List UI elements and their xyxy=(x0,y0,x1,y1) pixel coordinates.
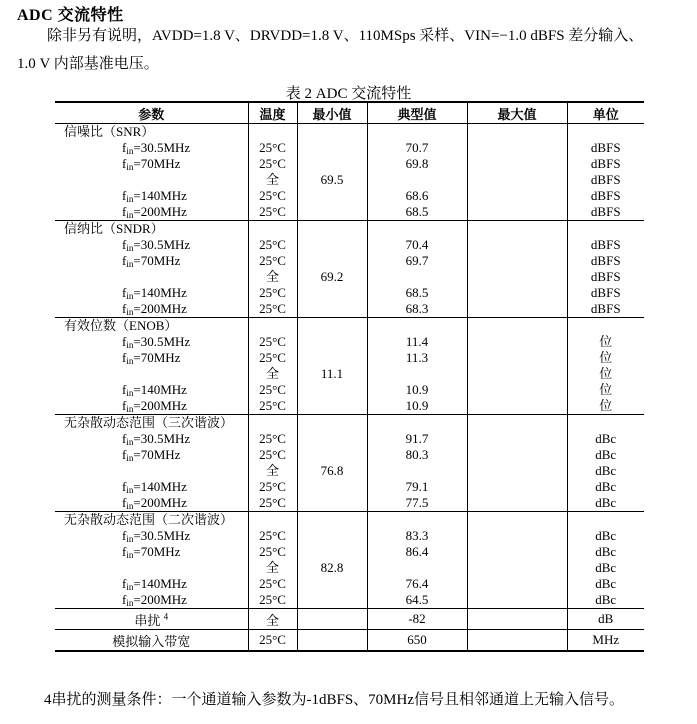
unit-value: dBFS xyxy=(590,140,621,155)
temp-value: 25°C xyxy=(259,334,286,349)
temp-value: 25°C xyxy=(259,592,286,607)
temp-value: 25°C xyxy=(259,156,286,171)
temp-value: 全 xyxy=(265,560,279,575)
min-blank xyxy=(298,140,367,156)
temp-spacer xyxy=(249,221,297,237)
temp-value: 25°C xyxy=(259,204,286,219)
freq-subscript: in xyxy=(126,194,134,204)
unit-cell xyxy=(567,512,644,609)
unit-value: dBFS xyxy=(590,237,621,252)
freq-symbol: f xyxy=(122,576,127,591)
temp-cell xyxy=(248,221,297,318)
typ-value xyxy=(368,560,467,576)
temp-value: 25°C xyxy=(259,544,286,559)
crosstalk-typ: -82 xyxy=(367,609,467,630)
unit-value: 位 xyxy=(599,382,613,397)
unit-spacer xyxy=(568,124,645,140)
freq-value: =140MHz xyxy=(133,285,187,300)
freq-symbol: f xyxy=(122,544,127,559)
freq-label xyxy=(55,463,248,479)
typ-spacer xyxy=(368,512,467,528)
intro-line-1: 除非另有说明，AVDD=1.8 V、DRVDD=1.8 V、110MSps 采样、VIN=−1.0 dBFS 差分输入、 xyxy=(47,28,644,44)
temp-value: 全 xyxy=(265,463,279,478)
typ-cell xyxy=(367,318,467,415)
table-row-crosstalk xyxy=(55,609,644,630)
freq-label xyxy=(55,301,248,317)
typ-cell xyxy=(367,221,467,318)
freq-label xyxy=(55,204,248,220)
unit-value: dBc xyxy=(595,544,617,559)
table-row-group xyxy=(55,124,644,221)
typ-cell xyxy=(367,124,467,221)
freq-subscript: in xyxy=(126,307,134,317)
freq-subscript: in xyxy=(126,485,134,495)
min-blank xyxy=(298,253,367,269)
freq-subscript: in xyxy=(126,534,134,544)
freq-value: =30.5MHz xyxy=(133,334,191,349)
min-blank xyxy=(298,495,367,511)
table-body xyxy=(55,124,644,652)
temp-value: 25°C xyxy=(259,431,286,446)
temp-value: 25°C xyxy=(259,253,286,268)
freq-symbol: f xyxy=(122,479,127,494)
crosstalk-unit: dB xyxy=(567,609,644,630)
typ-value: 10.9 xyxy=(405,382,429,397)
temp-spacer xyxy=(249,124,297,140)
bandwidth-typ: 650 xyxy=(367,630,467,652)
section-heading: ADC 交流特性 xyxy=(17,7,124,24)
group-title: 无杂散动态范围（二次谐波） xyxy=(64,512,234,527)
crosstalk-max xyxy=(467,609,567,630)
freq-subscript: in xyxy=(126,259,134,269)
intro-line-2: 1.0 V 内部基准电压。 xyxy=(17,56,159,72)
typ-cell xyxy=(367,512,467,609)
freq-label xyxy=(55,172,248,188)
header-param: 参数 xyxy=(55,102,248,124)
param-cell xyxy=(55,415,248,512)
header-unit: 单位 xyxy=(567,102,644,124)
freq-subscript: in xyxy=(126,210,134,220)
min-spacer xyxy=(298,512,367,528)
freq-label xyxy=(55,431,248,447)
min-spacer xyxy=(298,318,367,334)
table-row-group xyxy=(55,415,644,512)
typ-value: 77.5 xyxy=(405,495,429,510)
freq-symbol: f xyxy=(122,528,127,543)
min-blank xyxy=(298,382,367,398)
freq-subscript: in xyxy=(126,162,134,172)
min-blank xyxy=(298,350,367,366)
temp-cell xyxy=(248,512,297,609)
temp-value: 25°C xyxy=(259,479,286,494)
freq-label xyxy=(55,140,248,156)
bandwidth-max xyxy=(467,630,567,652)
freq-label xyxy=(55,495,248,511)
freq-symbol: f xyxy=(122,495,127,510)
freq-subscript: in xyxy=(126,501,134,511)
freq-symbol: f xyxy=(122,431,127,446)
freq-value: =140MHz xyxy=(133,479,187,494)
unit-cell xyxy=(567,124,644,221)
typ-value: 68.3 xyxy=(405,301,429,316)
freq-label xyxy=(55,592,248,608)
typ-value: 11.3 xyxy=(405,350,429,365)
freq-label xyxy=(55,269,248,285)
table-row-group xyxy=(55,221,644,318)
unit-value: dBc xyxy=(595,479,617,494)
freq-label xyxy=(55,285,248,301)
temp-value: 全 xyxy=(265,172,279,187)
freq-symbol: f xyxy=(122,398,127,413)
temp-spacer xyxy=(249,318,297,334)
freq-subscript: in xyxy=(126,404,134,414)
unit-value: 位 xyxy=(599,350,613,365)
freq-label xyxy=(55,576,248,592)
min-cell xyxy=(297,318,367,415)
freq-label xyxy=(55,366,248,382)
typ-value: 91.7 xyxy=(405,431,429,446)
typ-value: 64.5 xyxy=(405,592,429,607)
min-cell xyxy=(297,221,367,318)
table-row-group xyxy=(55,318,644,415)
typ-value xyxy=(368,463,467,479)
typ-spacer xyxy=(368,415,467,431)
freq-label xyxy=(55,560,248,576)
max-cell xyxy=(467,318,567,415)
table-row-group xyxy=(55,512,644,609)
unit-value: dBFS xyxy=(590,204,621,219)
temp-value: 25°C xyxy=(259,528,286,543)
temp-value: 25°C xyxy=(259,398,286,413)
unit-spacer xyxy=(568,415,645,431)
header-max: 最大值 xyxy=(467,102,567,124)
param-cell xyxy=(55,512,248,609)
unit-value: 位 xyxy=(599,334,613,349)
temp-cell xyxy=(248,318,297,415)
freq-symbol: f xyxy=(122,253,127,268)
min-blank xyxy=(298,334,367,350)
crosstalk-param: 串扰 $^4$ xyxy=(55,609,248,630)
min-blank xyxy=(298,301,367,317)
unit-value: dBFS xyxy=(590,172,621,187)
freq-symbol: f xyxy=(122,301,127,316)
unit-value: 位 xyxy=(599,398,613,413)
footnote: 4串扰的测量条件：一个通道输入参数为-1dBFS、70MHz信号且相邻通道上无输入信号。 xyxy=(44,692,625,708)
unit-value: dBFS xyxy=(590,285,621,300)
freq-value: =30.5MHz xyxy=(133,528,191,543)
temp-value: 全 xyxy=(265,269,279,284)
typ-value: 11.4 xyxy=(405,334,429,349)
max-cell xyxy=(467,415,567,512)
min-value: 76.8 xyxy=(320,463,344,478)
freq-label xyxy=(55,334,248,350)
freq-label xyxy=(55,188,248,204)
temp-cell xyxy=(248,124,297,221)
unit-value: dBc xyxy=(595,592,617,607)
min-blank xyxy=(298,592,367,608)
freq-label xyxy=(55,447,248,463)
freq-subscript: in xyxy=(126,388,134,398)
min-value: 69.5 xyxy=(320,172,344,187)
table-caption: 表 2 ADC 交流特性 xyxy=(285,86,412,102)
param-cell xyxy=(55,124,248,221)
typ-value xyxy=(368,366,467,382)
unit-value: dBFS xyxy=(590,269,621,284)
min-blank xyxy=(298,237,367,253)
typ-value: 69.7 xyxy=(405,253,429,268)
freq-label xyxy=(55,528,248,544)
freq-symbol: f xyxy=(122,204,127,219)
min-cell xyxy=(297,124,367,221)
crosstalk-temp: 全 xyxy=(248,609,297,630)
freq-symbol: f xyxy=(122,334,127,349)
freq-symbol: f xyxy=(122,592,127,607)
freq-label xyxy=(55,382,248,398)
freq-value: =70MHz xyxy=(133,350,181,365)
typ-value: 68.5 xyxy=(405,204,429,219)
min-spacer xyxy=(298,124,367,140)
min-blank xyxy=(298,544,367,560)
footnote-ref: 4 xyxy=(163,611,169,622)
temp-value: 25°C xyxy=(259,447,286,462)
min-blank xyxy=(298,398,367,414)
max-cell xyxy=(467,221,567,318)
freq-symbol: f xyxy=(122,140,127,155)
freq-value: =140MHz xyxy=(133,382,187,397)
freq-symbol: f xyxy=(122,350,127,365)
min-blank xyxy=(298,156,367,172)
freq-value: =200MHz xyxy=(133,592,187,607)
typ-value: 68.5 xyxy=(405,285,429,300)
freq-label xyxy=(55,237,248,253)
freq-symbol: f xyxy=(122,188,127,203)
min-blank xyxy=(298,447,367,463)
unit-value: dBFS xyxy=(590,156,621,171)
typ-value xyxy=(368,269,467,285)
freq-subscript: in xyxy=(126,453,134,463)
freq-label xyxy=(55,544,248,560)
typ-spacer xyxy=(368,124,467,140)
unit-cell xyxy=(567,415,644,512)
freq-label xyxy=(55,156,248,172)
freq-value: =200MHz xyxy=(133,204,187,219)
min-blank xyxy=(298,285,367,301)
min-blank xyxy=(298,528,367,544)
param-cell xyxy=(55,221,248,318)
freq-value: =70MHz xyxy=(133,156,181,171)
table-row-bandwidth xyxy=(55,630,644,652)
freq-value: =200MHz xyxy=(133,398,187,413)
min-blank xyxy=(298,479,367,495)
min-spacer xyxy=(298,221,367,237)
header-min: 最小值 xyxy=(297,102,367,124)
bandwidth-unit: MHz xyxy=(567,630,644,652)
header-temp: 温度 xyxy=(248,102,297,124)
unit-spacer xyxy=(568,512,645,528)
freq-value: =200MHz xyxy=(133,301,187,316)
min-value: 69.2 xyxy=(320,269,344,284)
min-cell xyxy=(297,512,367,609)
freq-symbol: f xyxy=(122,447,127,462)
freq-symbol: f xyxy=(122,156,127,171)
bandwidth-param: 模拟输入带宽 xyxy=(55,630,248,652)
freq-subscript: in xyxy=(126,146,134,156)
unit-value: dBc xyxy=(595,495,617,510)
temp-value: 全 xyxy=(265,366,279,381)
max-cell xyxy=(467,512,567,609)
typ-value: 10.9 xyxy=(405,398,429,413)
unit-value: dBc xyxy=(595,528,617,543)
freq-label xyxy=(55,350,248,366)
intro-paragraph xyxy=(17,22,687,78)
min-blank xyxy=(298,188,367,204)
freq-label xyxy=(55,253,248,269)
freq-symbol: f xyxy=(122,237,127,252)
freq-subscript: in xyxy=(126,356,134,366)
temp-value: 25°C xyxy=(259,576,286,591)
table-header-row xyxy=(55,102,644,124)
unit-spacer xyxy=(568,221,645,237)
max-cell xyxy=(467,124,567,221)
typ-value: 69.8 xyxy=(405,156,429,171)
bandwidth-min xyxy=(297,630,367,652)
temp-value: 25°C xyxy=(259,140,286,155)
min-blank xyxy=(298,431,367,447)
freq-subscript: in xyxy=(126,598,134,608)
typ-spacer xyxy=(368,318,467,334)
typ-value: 76.4 xyxy=(405,576,429,591)
unit-value: dBc xyxy=(595,576,617,591)
freq-label xyxy=(55,398,248,414)
unit-value: dBc xyxy=(595,431,617,446)
temp-value: 25°C xyxy=(259,495,286,510)
min-value: 11.1 xyxy=(320,366,344,381)
freq-value: =140MHz xyxy=(133,188,187,203)
unit-value: dBc xyxy=(595,463,617,478)
unit-value: dBc xyxy=(595,560,617,575)
freq-value: =200MHz xyxy=(133,495,187,510)
freq-value: =30.5MHz xyxy=(133,431,191,446)
typ-value: 70.7 xyxy=(405,140,429,155)
typ-value: 80.3 xyxy=(405,447,429,462)
min-spacer xyxy=(298,415,367,431)
bandwidth-temp: 25°C xyxy=(248,630,297,652)
min-blank xyxy=(298,576,367,592)
min-cell xyxy=(297,415,367,512)
freq-value: =140MHz xyxy=(133,576,187,591)
temp-value: 25°C xyxy=(259,188,286,203)
freq-subscript: in xyxy=(126,437,134,447)
freq-value: =70MHz xyxy=(133,544,181,559)
freq-label xyxy=(55,479,248,495)
unit-value: dBFS xyxy=(590,301,621,316)
typ-value xyxy=(368,172,467,188)
temp-value: 25°C xyxy=(259,285,286,300)
temp-value: 25°C xyxy=(259,237,286,252)
typ-value: 83.3 xyxy=(405,528,429,543)
group-title: 无杂散动态范围（三次谐波） xyxy=(64,415,234,430)
unit-cell xyxy=(567,221,644,318)
unit-cell xyxy=(567,318,644,415)
temp-value: 25°C xyxy=(259,350,286,365)
typ-value: 86.4 xyxy=(405,544,429,559)
unit-value: dBFS xyxy=(590,188,621,203)
typ-value: 68.6 xyxy=(405,188,429,203)
freq-subscript: in xyxy=(126,582,134,592)
param-cell xyxy=(55,318,248,415)
adc-ac-spec-table xyxy=(55,101,644,652)
typ-value: 79.1 xyxy=(405,479,429,494)
crosstalk-min xyxy=(297,609,367,630)
typ-spacer xyxy=(368,221,467,237)
unit-value: 位 xyxy=(599,366,613,381)
temp-cell xyxy=(248,415,297,512)
temp-value: 25°C xyxy=(259,382,286,397)
freq-symbol: f xyxy=(122,382,127,397)
group-title: 信纳比（SNDR） xyxy=(64,221,164,236)
freq-subscript: in xyxy=(126,340,134,350)
freq-symbol: f xyxy=(122,285,127,300)
freq-value: =70MHz xyxy=(133,447,181,462)
unit-value: dBc xyxy=(595,447,617,462)
freq-subscript: in xyxy=(126,243,134,253)
unit-spacer xyxy=(568,318,645,334)
unit-value: dBFS xyxy=(590,253,621,268)
freq-value: =30.5MHz xyxy=(133,140,191,155)
temp-value: 25°C xyxy=(259,301,286,316)
freq-value: =30.5MHz xyxy=(133,237,191,252)
typ-value: 70.4 xyxy=(405,237,429,252)
freq-subscript: in xyxy=(126,291,134,301)
temp-spacer xyxy=(249,415,297,431)
group-title: 信噪比（SNR） xyxy=(64,124,155,139)
header-typ: 典型值 xyxy=(367,102,467,124)
min-blank xyxy=(298,204,367,220)
min-value: 82.8 xyxy=(320,560,344,575)
group-title: 有效位数（ENOB） xyxy=(64,318,178,333)
typ-cell xyxy=(367,415,467,512)
temp-spacer xyxy=(249,512,297,528)
freq-subscript: in xyxy=(126,550,134,560)
freq-value: =70MHz xyxy=(133,253,181,268)
